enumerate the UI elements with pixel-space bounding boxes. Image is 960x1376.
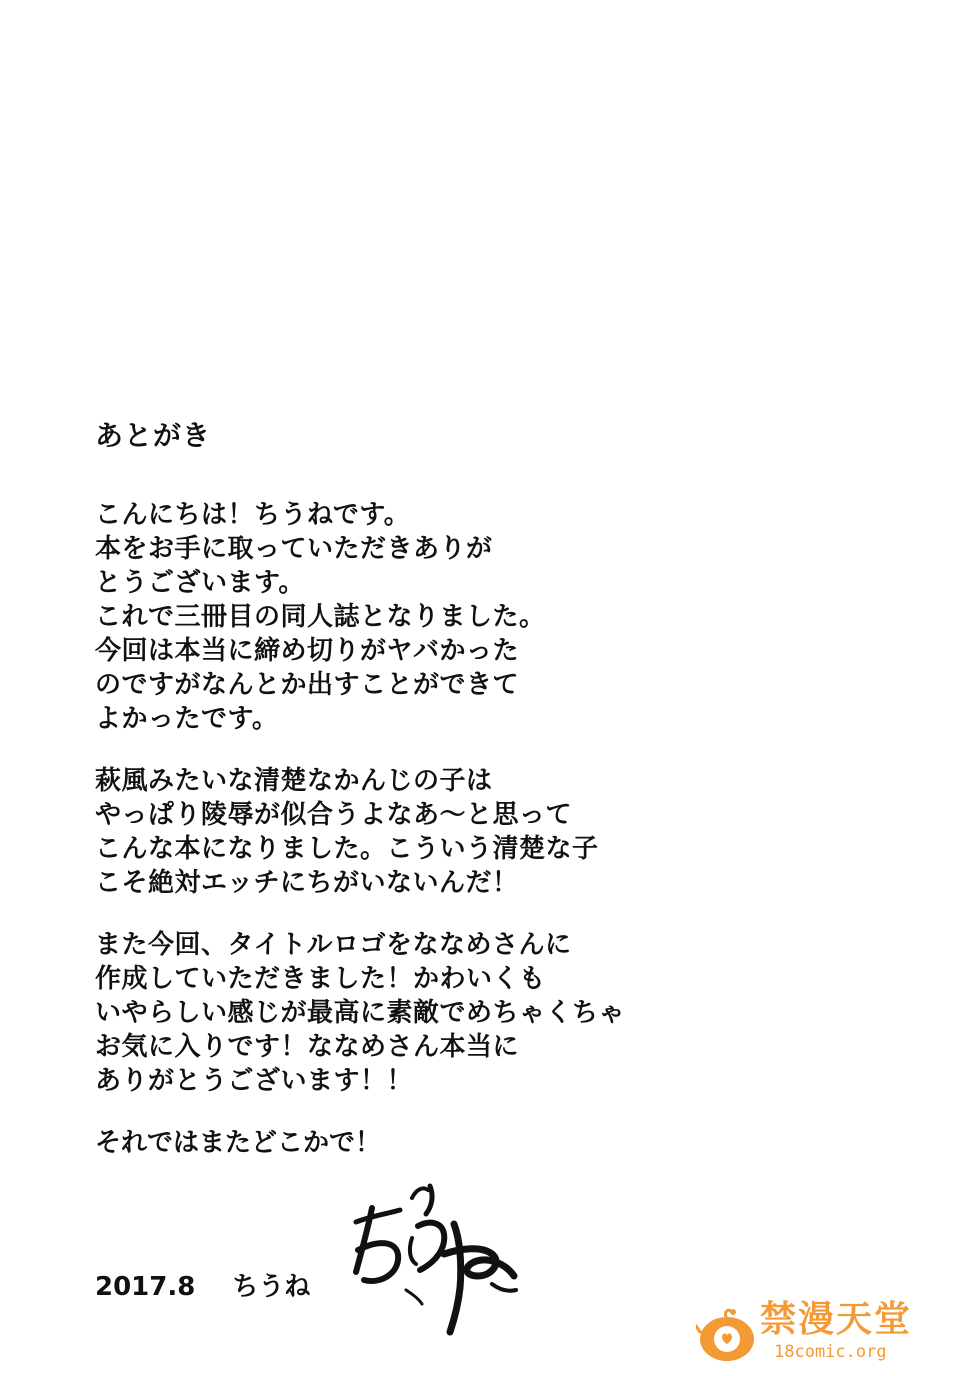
- text-line: こんな本になりました。こういう清楚な子: [95, 834, 599, 864]
- paragraph-theme: [95, 764, 715, 900]
- text-line: 今回は本当に締め切りがヤバかった: [95, 636, 520, 666]
- signoff-date: 2017.8: [95, 1272, 196, 1302]
- text-line: 本をお手に取っていただきありが: [95, 534, 493, 564]
- watermark-url: 18comic.org: [774, 1342, 887, 1362]
- handwritten-signature: [342, 1180, 522, 1340]
- paragraph-thanks: [95, 928, 715, 1098]
- text-line: 萩風みたいな清楚なかんじの子は: [95, 766, 493, 796]
- watermark-title: 禁漫天堂: [760, 1299, 913, 1340]
- text-line: こそ絶対エッチにちがいないんだ！: [95, 868, 519, 898]
- text-line: お気に入りです！ななめさん本当に: [95, 1032, 520, 1062]
- text-line: ありがとうございます！！: [95, 1066, 414, 1096]
- afterword-heading: あとがき: [95, 419, 212, 452]
- text-line: これで三冊目の同人誌となりました。: [95, 602, 546, 632]
- afterword-section: [95, 414, 715, 1160]
- mascot-logo-icon: [696, 1306, 758, 1364]
- site-watermark: [696, 1298, 926, 1370]
- text-line: のですがなんとか出すことができて: [95, 670, 520, 700]
- text-line: 作成していただきました！かわいくも: [95, 964, 546, 994]
- text-line: とうございます。: [95, 568, 305, 598]
- signoff: [95, 1270, 310, 1304]
- signoff-author: ちうね: [232, 1272, 311, 1302]
- text-line: こんにちは！ちうねです。: [95, 500, 411, 530]
- paragraph-greeting: [95, 498, 715, 736]
- text-line: いやらしい感じが最高に素敵でめちゃくちゃ: [95, 998, 626, 1028]
- text-line: また今回、タイトルロゴをななめさんに: [95, 930, 572, 960]
- text-line: やっぱり陵辱が似合うよなあ〜と思って: [95, 800, 573, 830]
- text-line: よかったです。: [95, 704, 279, 734]
- closing-line: それではまたどこかで！: [95, 1128, 382, 1158]
